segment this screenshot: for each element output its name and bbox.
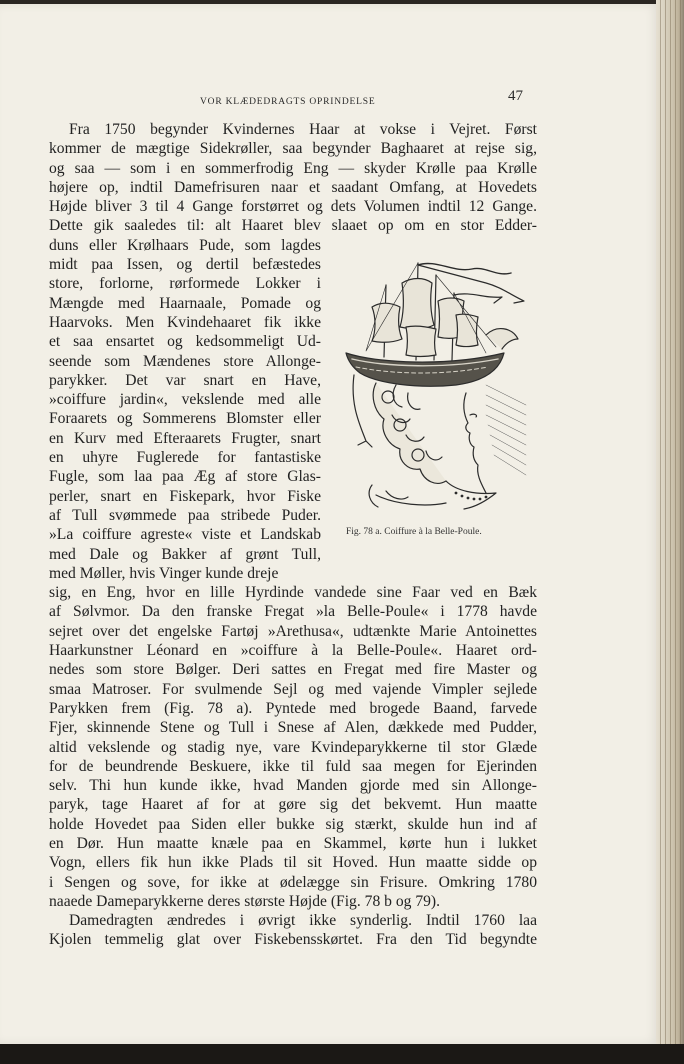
text-line: midt paa Issen, og dertil befæstedes xyxy=(49,256,321,274)
text-line: altid vekslende og stadig nye, vare Kvindeparykkerne til stor Glæde xyxy=(49,738,537,756)
figure-caption: Fig. 78 a. Coiffure à la Belle-Poule. xyxy=(346,527,482,537)
text-line: Kjolen temmelig glat over Fiskebensskørtet. Fra den Tid begyndte xyxy=(49,931,537,949)
coiffure-illustration xyxy=(336,255,532,517)
text-line: Haarkunstner Léonard en »coiffure à la Belle-Poule«. Haaret ord- xyxy=(49,642,537,660)
text-line: Højde bliver 3 til 4 Gange forstørret og dets Volumen indtil 12 Gange. xyxy=(49,198,537,216)
text-line: Parykken frem (Fig. 78 a). Pyntede med brogede Baand, farvede xyxy=(49,699,537,717)
text-line: med Møller, hvis Vinger kunde dreje xyxy=(49,564,279,582)
text-line: Haarvoks. Men Kvindehaaret fik ikke xyxy=(49,313,321,331)
text-line: Foraarets og Sommerens Blomster eller xyxy=(49,410,321,428)
text-line: smaa Matroser. For svulmende Sejl og med vajende Vimpler sejlede xyxy=(49,680,537,698)
text-line: Vogn, ellers fik hun ikke Plads til sit Hoved. Hun maatte sidde op xyxy=(49,854,537,872)
text-line: en Dør. Hun maatte knæle paa en Skammel, kørte hun i lukket xyxy=(49,834,537,852)
text-line: sejret over det engelske Fartøj »Arethusa«, udtænkte Marie Antoinettes xyxy=(49,622,537,640)
text-line: for de beundrende Beskuere, ikke til fuld saa megen for Ejerinden xyxy=(49,757,537,775)
text-line: Mængde med Haarnaale, Pomade og xyxy=(49,294,321,312)
text-line: Dette gik saaledes til: alt Haaret blev slaaet op om en stor Edder- xyxy=(49,217,537,235)
text-line: »La coiffure agreste« viste et Landskab xyxy=(49,526,321,544)
text-line: store, forlorne, rørformede Lokker i xyxy=(49,275,321,293)
text-line: perler, snart en Fiskepark, hvor Fiske xyxy=(49,487,321,505)
text-line: parykker. Det var snart en Have, xyxy=(49,371,321,389)
text-line: af Sølvmor. Da den franske Fregat »la Belle-Poule« i 1778 havde xyxy=(49,603,537,621)
text-line: kommer de mægtige Sidekrøller, saa begynder Baghaaret at rejse sig, xyxy=(49,140,537,158)
text-line: Fugle, som laa paa Æg af store Glas- xyxy=(49,468,321,486)
text-line: Damedragten ændredes i øvrigt ikke synderlig. Indtil 1760 laa xyxy=(69,912,537,930)
text-line: og saa — som i en sommerfrodig Eng — skyder Krølle paa Krølle xyxy=(49,159,537,177)
text-line: Fjer, skinnende Stene og Tull i Snese af Alen, dækkede med Pudder, xyxy=(49,719,537,737)
text-line: holde Hovedet paa Siden eller bukke sig stærkt, skulde hun ind af xyxy=(49,815,537,833)
text-line: højere op, indtil Damefrisuren naar et saadant Omfang, at Hovedets xyxy=(49,178,537,196)
book-page-edges xyxy=(656,0,684,1064)
text-line: duns eller Krølhaars Pude, som lagdes xyxy=(49,236,321,254)
text-line: sig, en Eng, hvor en lille Hyrdinde vandede sine Faar ved en Bæk xyxy=(49,584,537,602)
text-line: af Tull svømmede paa stribede Puder. xyxy=(49,506,321,524)
text-line: »coiffure jardin«, vekslende med alle xyxy=(49,391,321,409)
text-line: Fra 1750 begynder Kvindernes Haar at vokse i Vejret. Først xyxy=(69,121,537,138)
text-line: paryk, tage Haaret af for at gøre sig det bekvemt. Hun maatte xyxy=(49,796,537,814)
text-line: med Dale og Bakker af grønt Tull, xyxy=(49,545,321,563)
scan-background xyxy=(0,1044,684,1064)
text-line: selv. Thi hun kunde ikke, hvad Manden gjorde med sin Allonge- xyxy=(49,777,537,795)
page-number: 47 xyxy=(508,88,523,104)
text-line: et saa ensartet og kedsommeligt Ud- xyxy=(49,333,321,351)
text-line: naaede Dameparykkerne deres største Højde (Fig. 78 b og 79). xyxy=(49,892,441,910)
running-head: VOR KLÆDEDRAGTS OPRINDELSE xyxy=(200,97,376,107)
text-line: en Kurv med Efteraarets Frugter, snart xyxy=(49,429,321,447)
text-line: i Sengen og sove, for ikke at ødelægge sin Frisure. Omkring 1780 xyxy=(49,873,537,891)
text-line: nedes som store Bølger. Deri sattes en Fregat med fire Master og xyxy=(49,661,537,679)
text-line: en uhyre Fuglerede for fantastiske xyxy=(49,449,321,467)
text-line: seende som Mændenes store Allonge- xyxy=(49,352,321,370)
